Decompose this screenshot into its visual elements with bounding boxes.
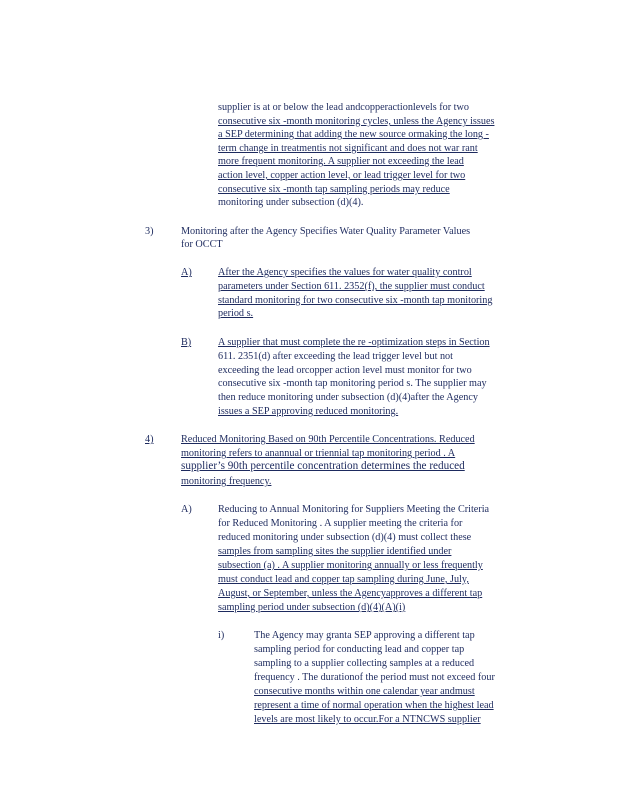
cont-line-8: monitoring under subsection (d)(4). <box>218 197 364 208</box>
item-4a-line-7: August, or September, unless the Agencyapproves a different tap <box>218 588 483 599</box>
item-3b-line-3: exceeding the lead orcopper action level must monitor for two <box>218 365 472 376</box>
item-3b-label: B) <box>181 337 192 348</box>
item-4ai-line-7: levels are most likely to occur.For a NTNCWS supplier <box>254 714 481 725</box>
item-3a-line-2: parameters under Section 611. 2352(f), the supplier must conduct <box>218 281 485 292</box>
item-4a-line-6: must conduct lead and copper tap sampling during June, July, <box>218 574 469 585</box>
item-4a-line-1: Reducing to Annual Monitoring for Suppliers Meeting the Criteria <box>218 504 490 515</box>
item-4ai-label: i) <box>218 630 225 641</box>
item-4a-line-3: reduced monitoring under subsection (d)(4) must collect these <box>218 532 472 543</box>
item-4a-line-5: subsection (a) . A supplier monitoring annually or less frequently <box>218 560 483 571</box>
item-3-number: 3) <box>145 226 154 237</box>
item-4ai-line-2: sampling period for conducting lead and copper tap <box>254 644 465 655</box>
item-3-heading-line-1: Monitoring after the Agency Specifies Water Quality Parameter Values <box>181 226 471 237</box>
item-3-heading-line-2: for OCCT <box>181 239 223 250</box>
item-4-line-3: supplier’s 90th percentile concentration determines the reduced <box>181 460 465 472</box>
item-3a-line-1: After the Agency specifies the values for water quality control <box>218 267 472 278</box>
item-3a-label: A) <box>181 267 192 278</box>
cont-line-6: action level, copper action level, or lead trigger level for two <box>218 170 466 181</box>
item-3a-line-3: standard monitoring for two consecutive six -month tap monitoring <box>218 295 493 306</box>
item-3b-line-5: then reduce monitoring under subsection (d)(4)after the Agency <box>218 392 478 403</box>
item-4ai-line-4: frequency . The durationof the period must not exceed four <box>254 672 495 683</box>
cont-line-4: term change in treatmentis not significant and does not war rant <box>218 143 478 154</box>
item-3b-line-2: 611. 2351(d) after exceeding the lead trigger level but not <box>218 351 453 362</box>
item-4-line-2: monitoring refers to anannual or triennial tap monitoring period . A <box>181 448 456 459</box>
item-4-number: 4) <box>145 434 154 445</box>
item-4a-line-2: for Reduced Monitoring . A supplier meeting the criteria for <box>218 518 463 529</box>
item-4ai-line-1: The Agency may granta SEP approving a different tap <box>254 630 475 641</box>
item-4ai-line-5: consecutive months within one calendar year andmust <box>254 686 475 697</box>
item-4a-line-4: samples from sampling sites the supplier identified under <box>218 546 452 557</box>
item-4ai-line-3: sampling to a supplier collecting samples at a reduced <box>254 658 475 669</box>
item-3b-line-4: consecutive six -month tap monitoring period s. The supplier may <box>218 378 487 389</box>
cont-line-5: more frequent monitoring. A supplier not exceeding the lead <box>218 156 464 167</box>
item-4ai-line-6: represent a time of normal operation when the highest lead <box>254 700 494 711</box>
item-4a-label: A) <box>181 504 192 515</box>
cont-line-2: consecutive six -month monitoring cycles, unless the Agency issues <box>218 116 495 127</box>
cont-line-1: supplier is at or below the lead andcopperactionlevels for two <box>218 102 469 113</box>
cont-line-7: consecutive six -month tap sampling periods may reduce <box>218 184 450 195</box>
item-4a-line-8: sampling period under subsection (d)(4)(A)(i) <box>218 602 406 613</box>
item-4-line-4: monitoring frequency. <box>181 476 272 487</box>
item-3b-line-6: issues a SEP approving reduced monitoring. <box>218 406 399 417</box>
cont-line-3: a SEP determining that adding the new source ormaking the long - <box>218 129 489 140</box>
item-3b-line-1: A supplier that must complete the re -optimization steps in Section <box>218 337 490 348</box>
item-3a-line-4: period s. <box>218 308 254 319</box>
item-4-line-1: Reduced Monitoring Based on 90th Percentile Concentrations. Reduced <box>181 434 475 445</box>
